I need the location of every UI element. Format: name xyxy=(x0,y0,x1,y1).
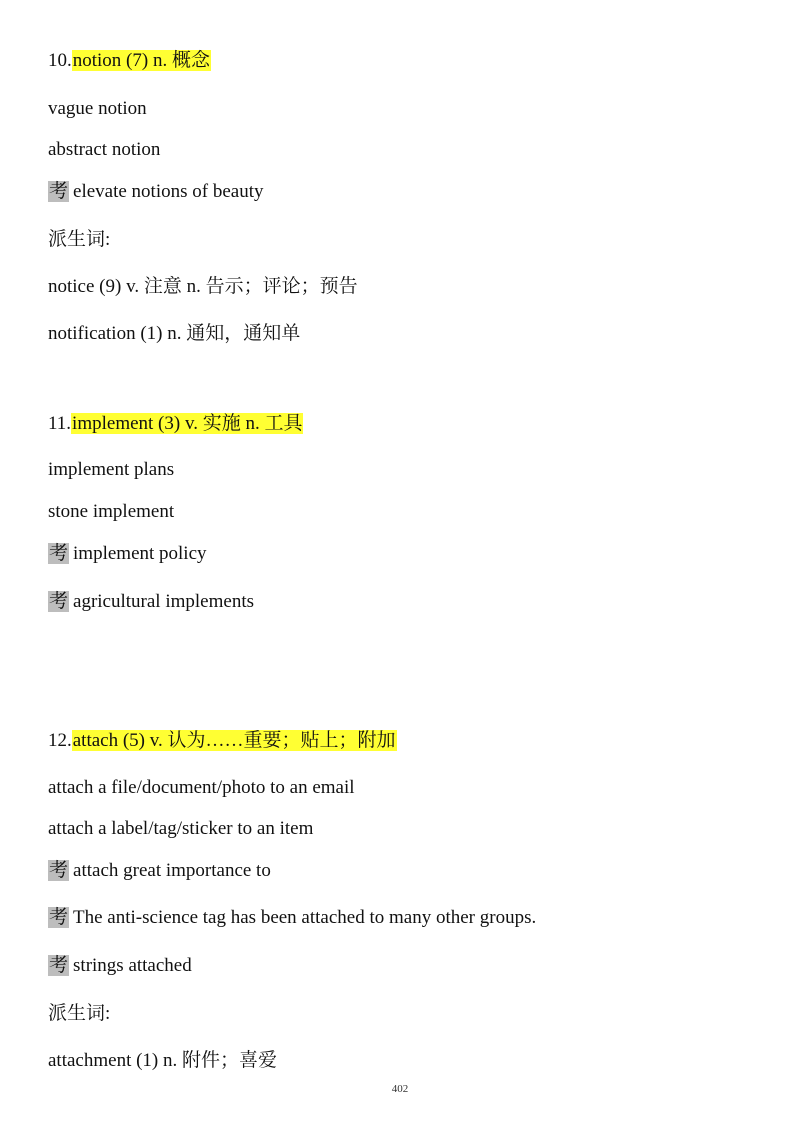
derived-words-label: 派生词: xyxy=(48,1003,111,1024)
exam-mark-badge: 考 xyxy=(49,955,69,976)
exam-example xyxy=(48,179,263,205)
exam-example xyxy=(48,589,254,615)
entry-head-highlight: attach (5) v. 认为……重要；贴上；附加 xyxy=(72,730,396,751)
example-line: implement plans xyxy=(48,459,175,480)
exam-mark-badge: 考 xyxy=(49,591,69,612)
exam-example-text: strings attached xyxy=(73,955,192,976)
entry-head-highlight: implement (3) v. 实施 n. 工具 xyxy=(72,413,303,434)
example-line: abstract notion xyxy=(48,139,161,160)
exam-example-text: agricultural implements xyxy=(73,591,254,612)
derived-word: notification (1) n. 通知，通知单 xyxy=(48,323,301,344)
entry-11-heading xyxy=(48,411,303,437)
exam-example-text: attach great importance to xyxy=(73,860,271,881)
derived-words-label: 派生词: xyxy=(48,229,111,250)
exam-mark-badge: 考 xyxy=(49,860,69,881)
example-line: attach a label/tag/sticker to an item xyxy=(48,818,314,839)
exam-mark-badge: 考 xyxy=(49,907,69,928)
entry-12-heading xyxy=(48,728,397,754)
exam-example-text: elevate notions of beauty xyxy=(73,181,264,202)
exam-example-text: implement policy xyxy=(73,543,207,564)
exam-example xyxy=(48,858,271,884)
exam-example xyxy=(48,541,207,567)
entry-number: 11. xyxy=(48,413,72,434)
page-number: 402 xyxy=(391,1083,409,1095)
entry-head-highlight: notion (7) n. 概念 xyxy=(72,50,210,71)
exam-mark-badge: 考 xyxy=(49,543,69,564)
example-line: stone implement xyxy=(48,501,175,522)
derived-word: attachment (1) n. 附件；喜爱 xyxy=(48,1050,278,1071)
entry-10-heading xyxy=(48,48,211,74)
entry-number: 10. xyxy=(48,50,72,71)
derived-word: notice (9) v. 注意 n. 告示；评论；预告 xyxy=(48,276,358,297)
exam-example xyxy=(48,905,536,931)
exam-example-text: The anti-science tag has been attached to many other groups. xyxy=(73,907,537,928)
entry-number: 12. xyxy=(48,730,72,751)
example-line: vague notion xyxy=(48,98,147,119)
exam-example xyxy=(48,953,192,979)
exam-mark-badge: 考 xyxy=(49,181,69,202)
example-line: attach a file/document/photo to an email xyxy=(48,777,355,798)
